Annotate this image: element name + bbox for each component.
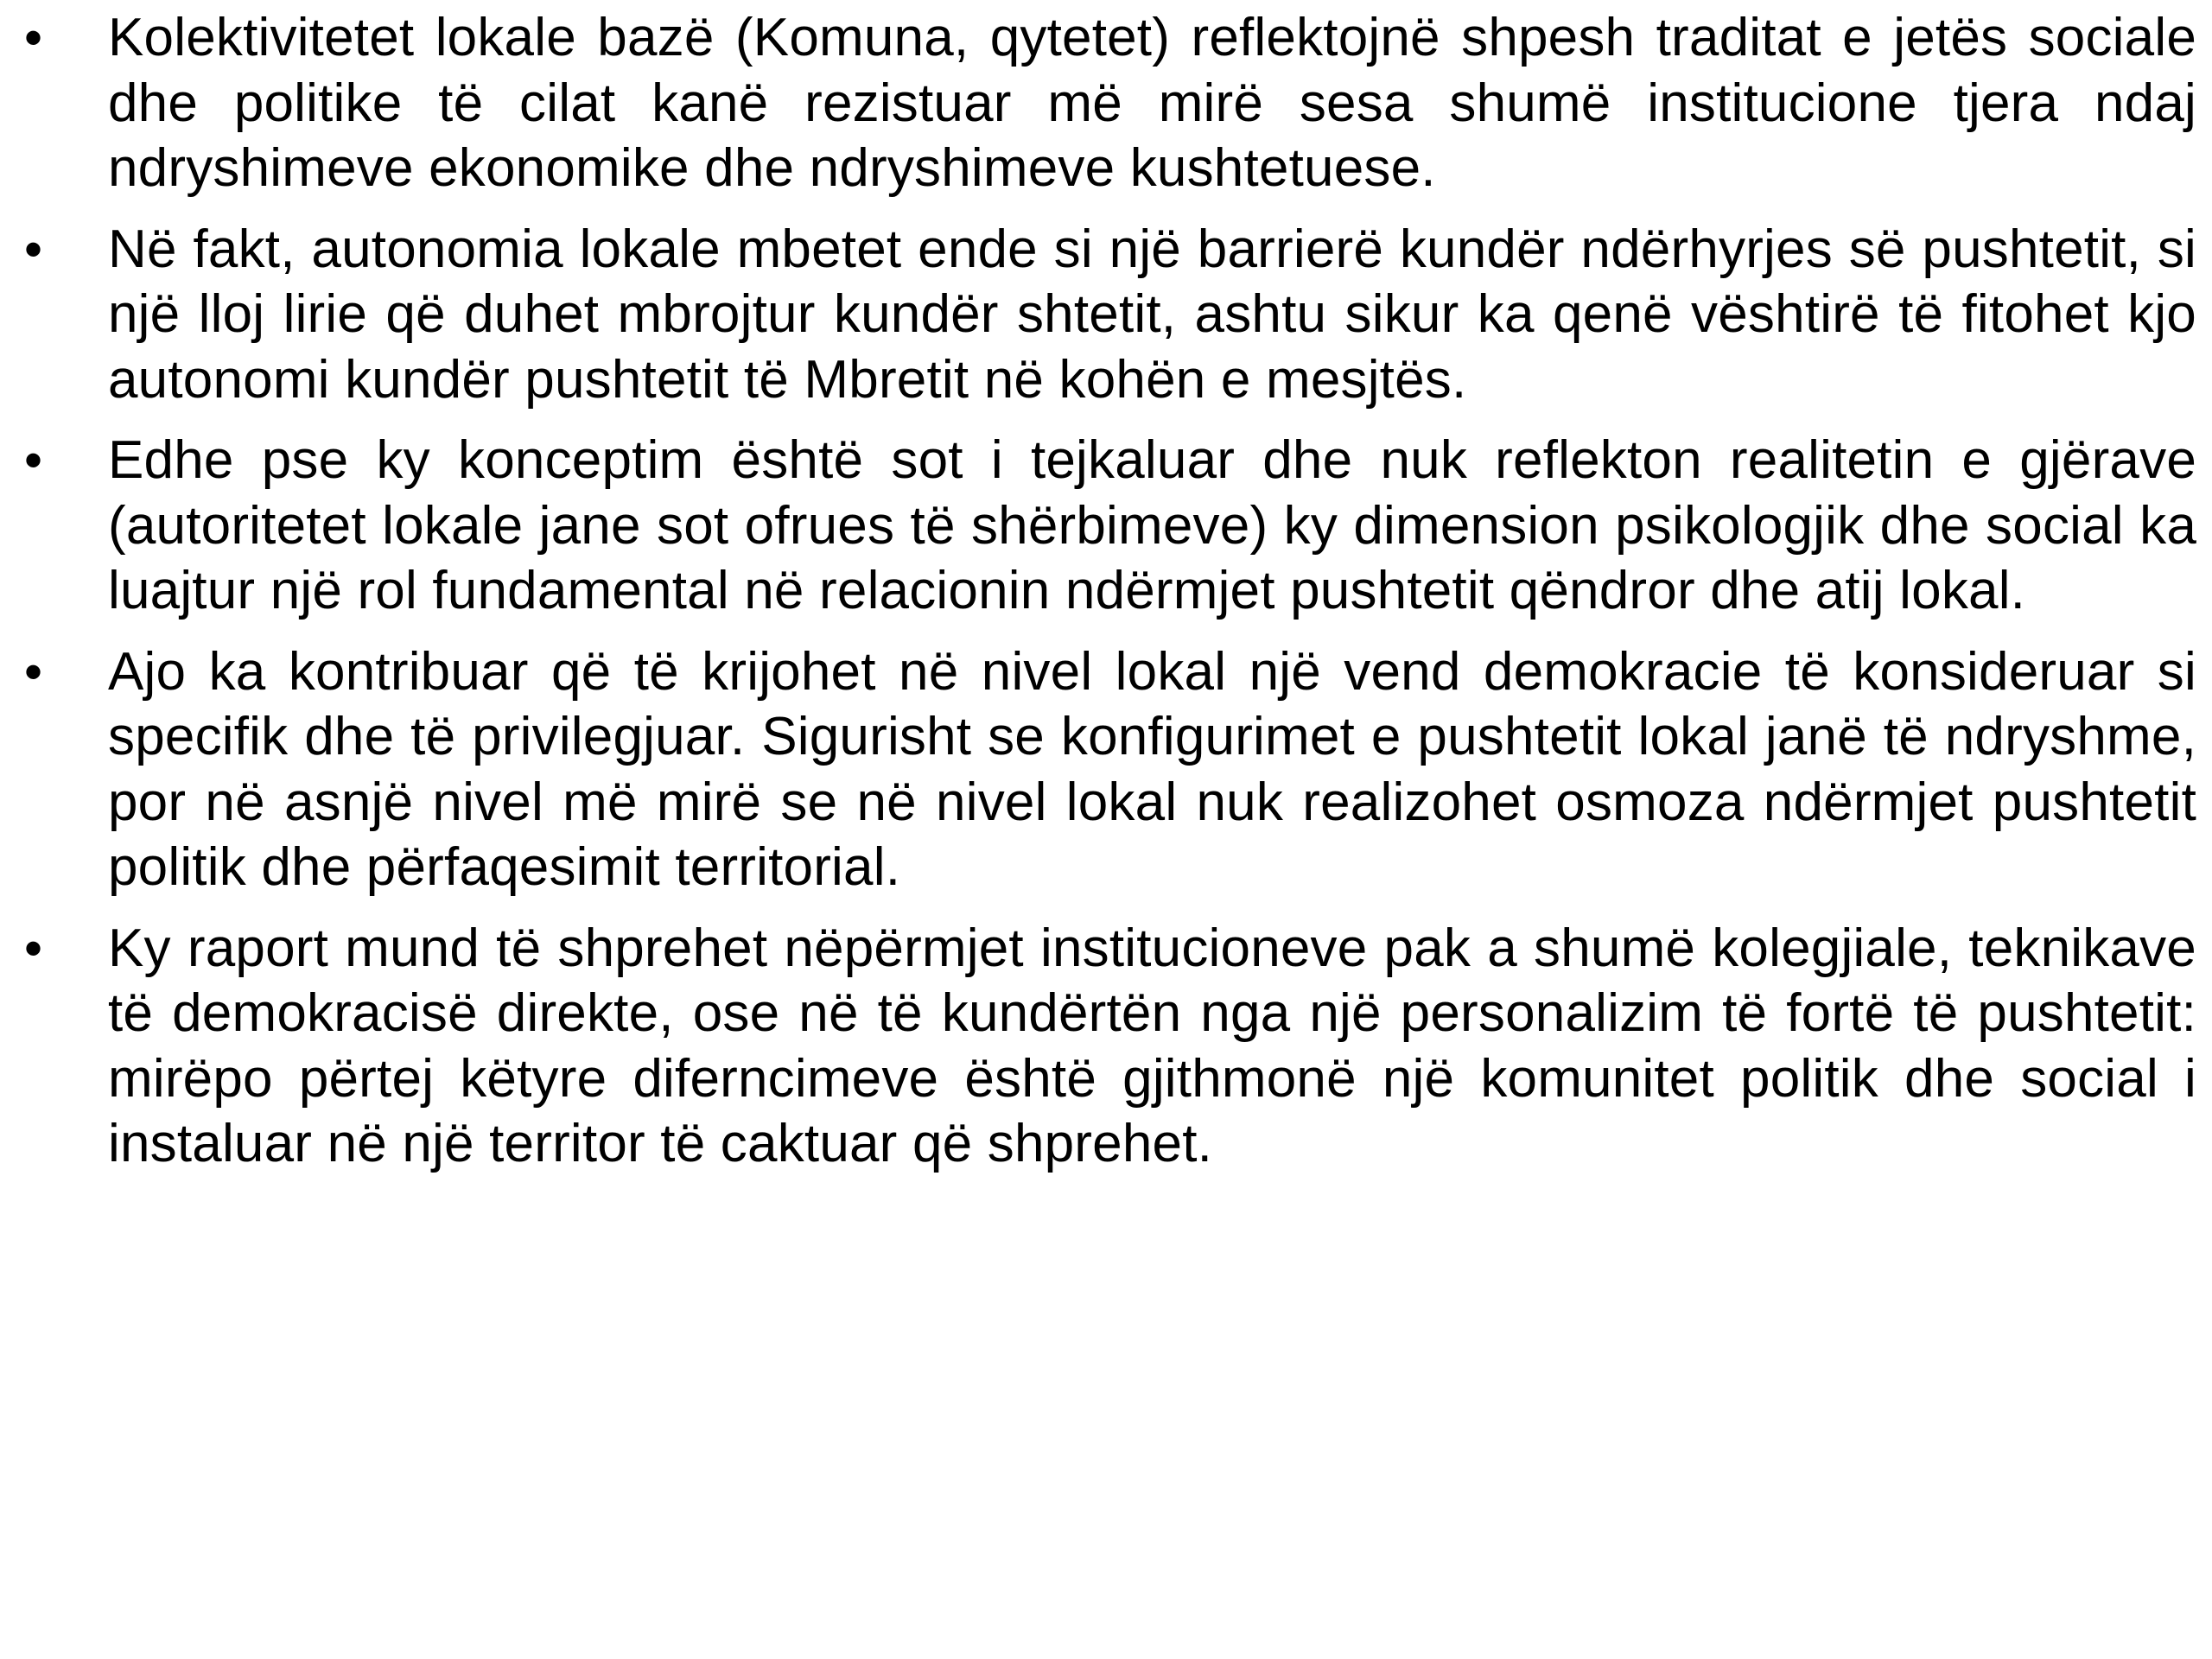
bullet-list: [22, 5, 2196, 1177]
bullet-item-4: [22, 639, 2196, 900]
bullet-text: Kolektivitetet lokale bazë (Komuna, qytetet) reflektojnë shpesh traditat e jetës sociale dhe politike të cilat kanë rezistuar më mirë sesa shumë institucione tjera ndaj ndryshimeve ekonomike dhe ndryshimeve kushtetuese.: [108, 8, 2196, 198]
bullet-icon: •: [24, 431, 43, 489]
bullet-item-5: [22, 916, 2196, 1177]
bullet-item-3: [22, 428, 2196, 624]
bullet-text: Në fakt, autonomia lokale mbetet ende si një barrierë kundër ndërhyrjes së pushtetit, si një lloj lirie që duhet mbrojtur kundër shtetit, ashtu sikur ka qenë vështirë të fitohet kjo autonomi kundër pushtetit të Mbretit në kohën e mesjtës.: [108, 219, 2196, 410]
bullet-icon: •: [24, 918, 43, 977]
bullet-text: Ajo ka kontribuar që të krijohet në nivel lokal një vend demokracie të konsideruar si specifik dhe të privilegjuar. Sigurisht se konfigurimet e pushtetit lokal janë të ndryshme, por në asnjë nivel më mirë se në nivel lokal nuk realizohet osmoza ndërmjet pushtetit politik dhe përfaqesimit territorial.: [108, 641, 2196, 897]
bullet-text: Edhe pse ky konceptim është sot i tejkaluar dhe nuk reflekton realitetin e gjërave (autoritetet lokale jane sot ofrues të shërbimeve) ky dimension psikologjik dhe social ka luajtur një rol fundamental në relacionin ndërmjet pushtetit qëndror dhe atij lokal.: [108, 430, 2196, 620]
bullet-text: Ky raport mund të shprehet nëpërmjet institucioneve pak a shumë kolegjiale, teknikave të demokracisë direkte, ose në të kundërtën nga një personalizim të fortë të pushtetit: mirëpo përtej këtyre diferncimeve është gjithmonë një komunitet politik dhe social i instaluar në një territor të caktuar që shprehet.: [108, 918, 2196, 1173]
bullet-item-1: [22, 5, 2196, 201]
bullet-icon: •: [24, 219, 43, 278]
bullet-item-2: [22, 217, 2196, 413]
bullet-icon: •: [24, 642, 43, 701]
bullet-icon: •: [24, 9, 43, 67]
